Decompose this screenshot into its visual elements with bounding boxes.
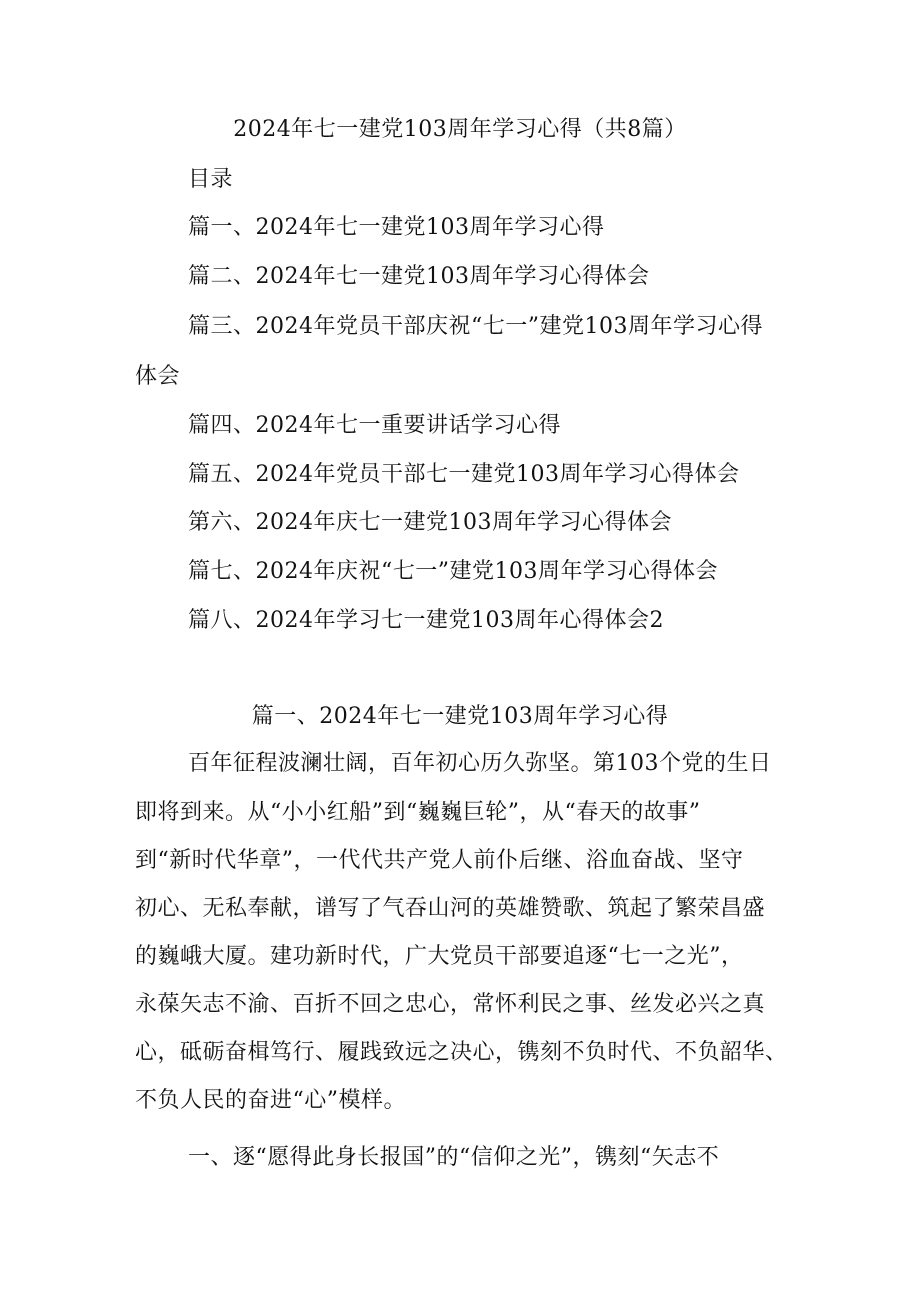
- toc-item: 第六、2024年庆七一建党103周年学习心得体会: [188, 510, 672, 535]
- body-line: 到“新时代华章”，一代代共产党人前仆后继、浴血奋战、坚守: [135, 848, 744, 873]
- body-line: 百年征程波澜壮阔，百年初心历久弥坚。第103个党的生日: [188, 751, 772, 776]
- document-title: 2024年七一建党103周年学习心得（共8篇）: [233, 117, 687, 142]
- toc-item: 篇八、2024年学习七一建党103周年心得体会2: [188, 608, 664, 633]
- body-line: 的巍峨大厦。建功新时代，广大党员干部要追逐“七一之光”，: [135, 944, 744, 969]
- toc-item: 篇四、2024年七一重要讲话学习心得: [188, 413, 561, 438]
- body-line: 不负人民的奋进“心”模样。: [135, 1088, 406, 1113]
- toc-item: 篇一、2024年七一建党103周年学习心得: [188, 215, 605, 240]
- body-line: 永葆矢志不渝、百折不回之忠心，常怀利民之事、丝发必兴之真: [135, 992, 766, 1017]
- toc-item: 篇七、2024年庆祝“七一”建党103周年学习心得体会: [188, 559, 718, 584]
- toc-heading: 目录: [188, 167, 234, 192]
- toc-item: 篇五、2024年党员干部七一建党103周年学习心得体会: [188, 462, 740, 487]
- section-title: 篇一、2024年七一建党103周年学习心得: [251, 704, 669, 729]
- toc-item: 篇二、2024年七一建党103周年学习心得体会: [188, 264, 650, 289]
- body-line: 即将到来。从“小小红船”到“巍巍巨轮”，从“春天的故事”: [135, 800, 701, 825]
- body-line: 一、逐“愿得此身长报国”的“信仰之光”，镌刻“矢志不: [188, 1145, 720, 1170]
- body-line: 心，砥砺奋楫笃行、履践致远之决心，镌刻不负时代、不负韶华、: [135, 1040, 788, 1065]
- body-line: 初心、无私奉献，谱写了气吞山河的英雄赞歌、筑起了繁荣昌盛: [135, 896, 766, 921]
- toc-item: 篇三、2024年党员干部庆祝“七一”建党103周年学习心得: [188, 314, 763, 339]
- toc-item-continuation: 体会: [135, 364, 181, 389]
